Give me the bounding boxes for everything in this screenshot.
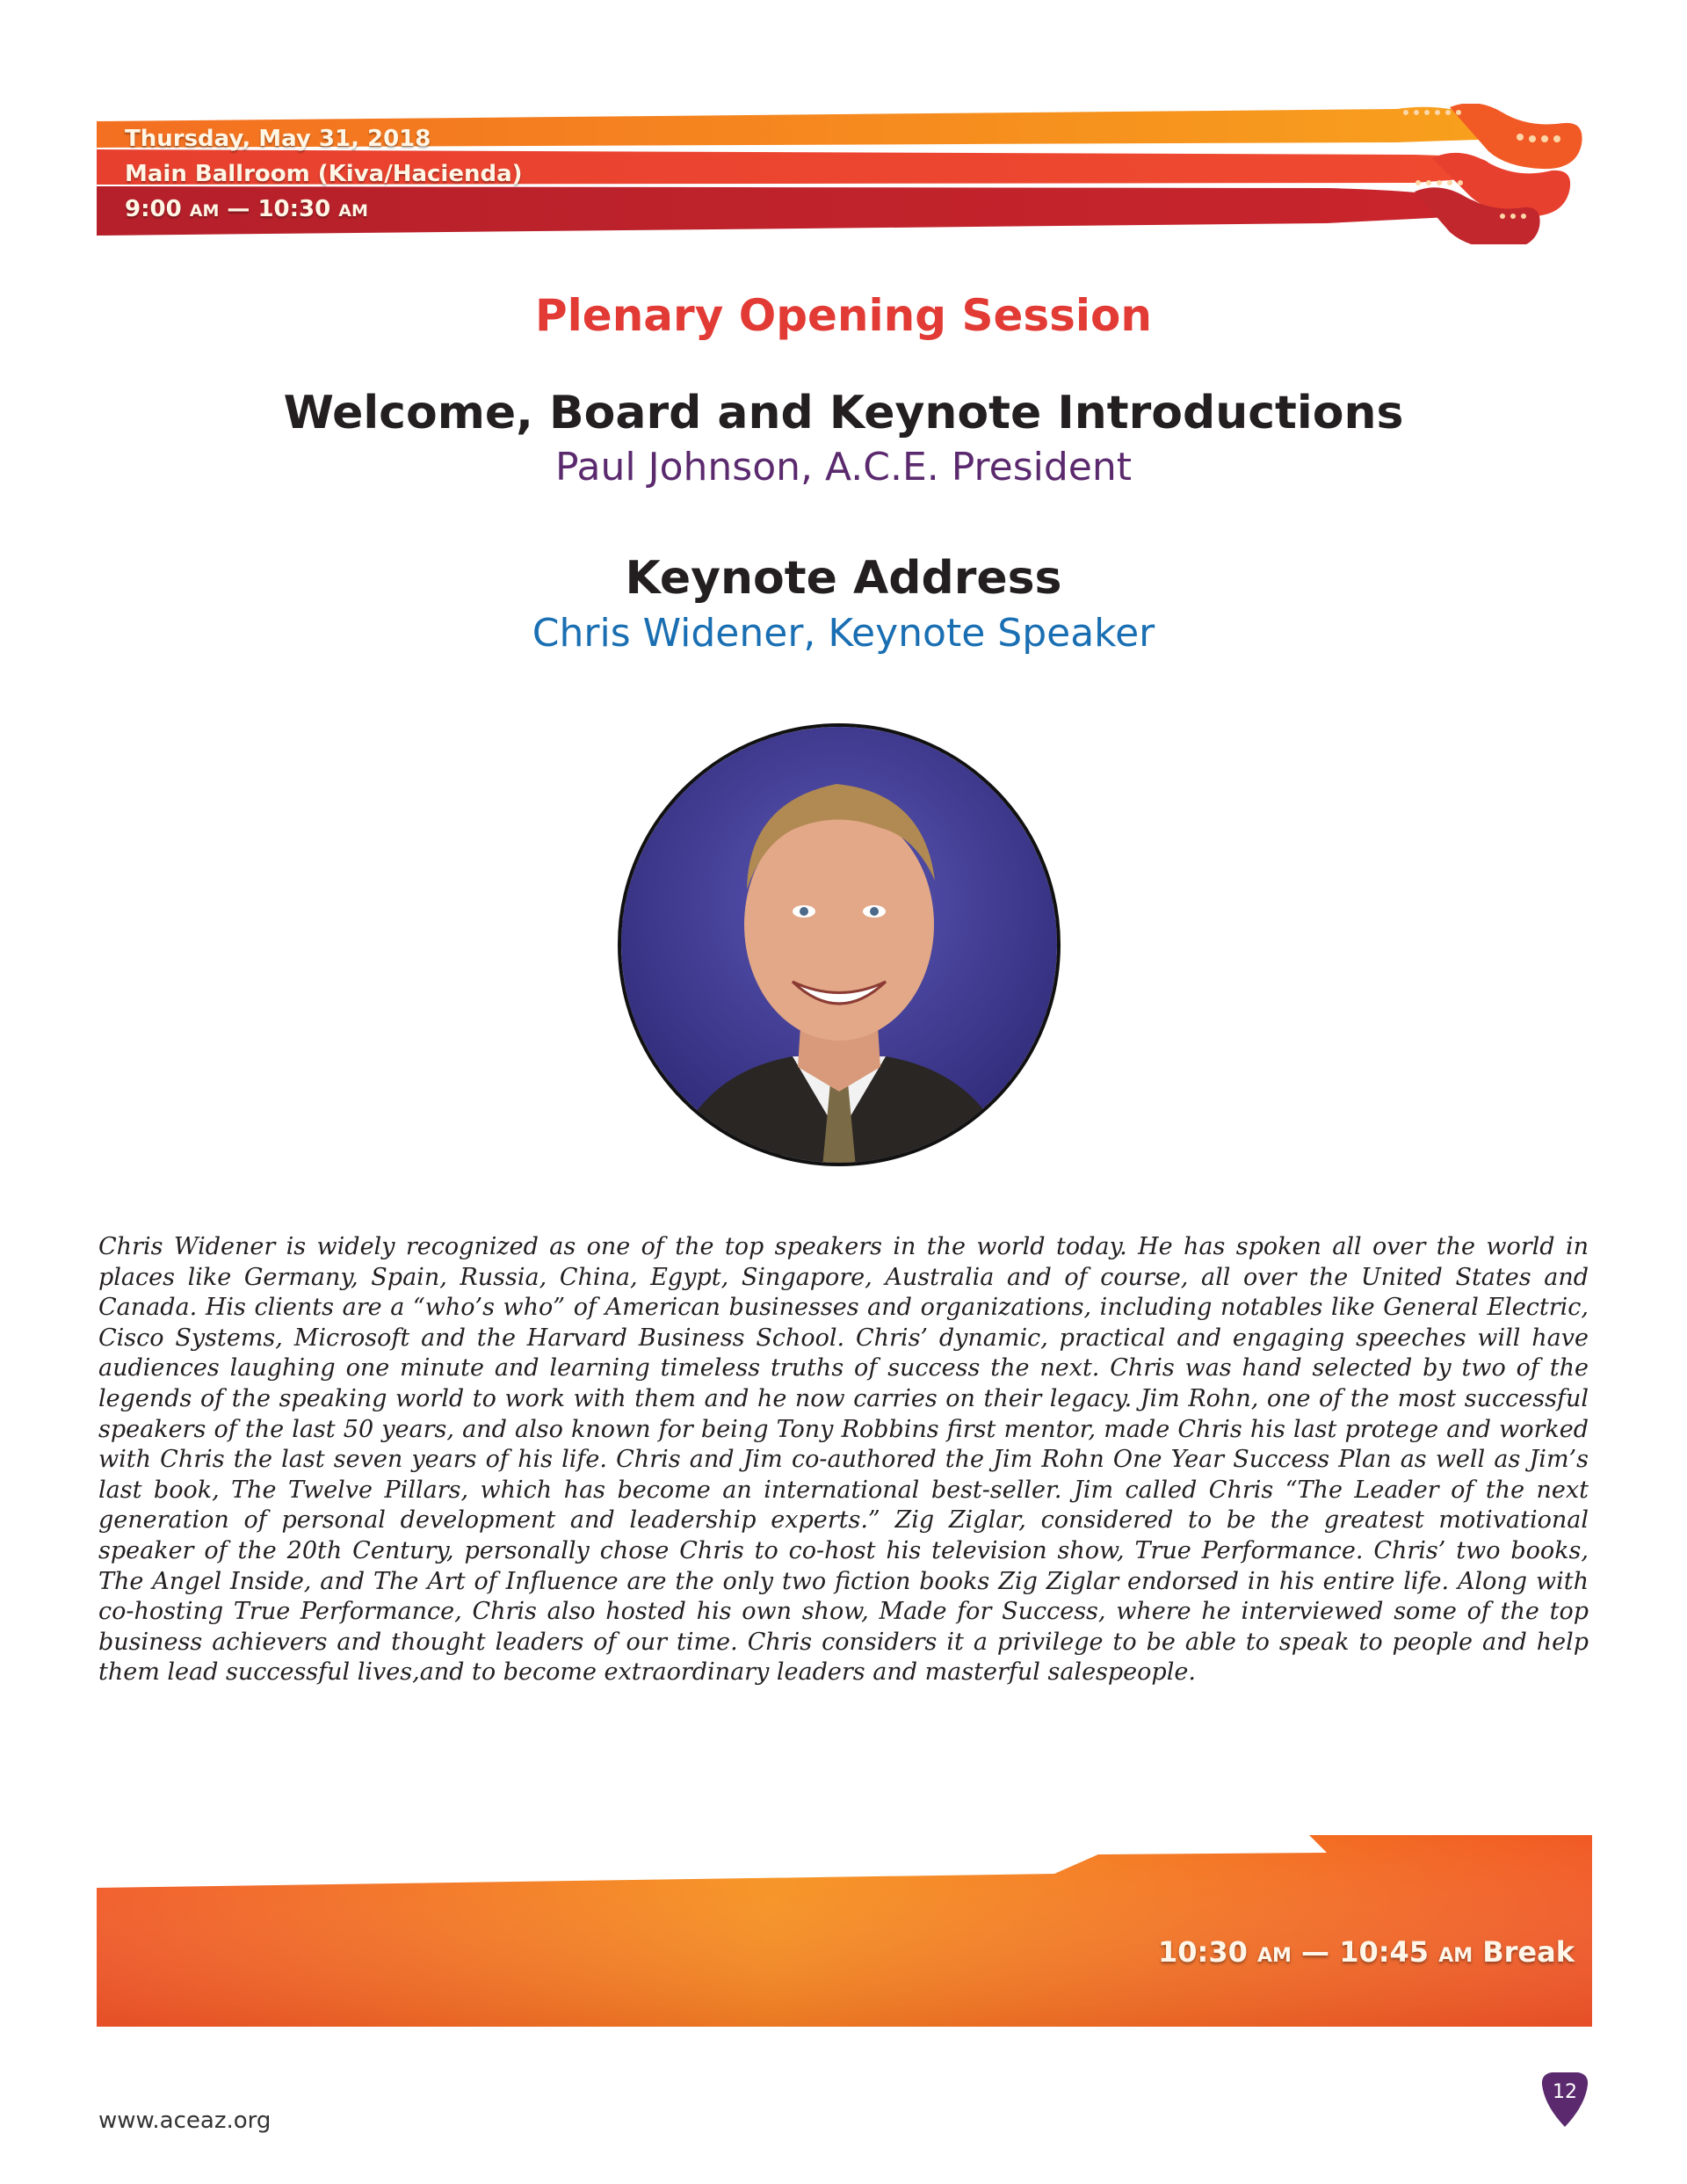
keynote-speaker: Chris Widener, Keynote Speaker (532, 611, 1155, 656)
break-end-suffix: AM (1438, 1945, 1473, 1967)
break-label: Break (1482, 1935, 1575, 1969)
break-banner (97, 1835, 1592, 2027)
break-start-suffix: AM (1256, 1945, 1292, 1967)
break-start: 10:30 (1157, 1935, 1248, 1969)
session-location: Main Ballroom (Kiva/Hacienda) (125, 161, 523, 187)
website-link[interactable]: www.aceaz.org (98, 2108, 272, 2134)
time-separator: — (219, 196, 258, 222)
session-date: Thursday, May 31, 2018 (125, 126, 431, 152)
session-title: Plenary Opening Session (535, 290, 1152, 341)
time-end: 10:30 (257, 196, 331, 222)
session-time (125, 192, 523, 229)
break-separator: — (1291, 1935, 1340, 1969)
page-number: 12 (1553, 2081, 1577, 2103)
session-info (125, 121, 523, 229)
speaker-bio: Chris Widener is widely recognized as one of the top speakers in the world today. He has spoken all over the world in places like Germany, Spain, Russia, China, Egypt, Singapore, Australia and of course, all over the United States and Canada. His clients are a “who’s who” of American businesses and organizations, including notables like General Electric, Cisco Systems, Microsoft and the Harvard Business School. Chris’ dynamic, practical and engaging speeches will have audiences laughing one minute and learning timeless truths of success the next. Chris was hand selected by two of the legends of the speaking world to work with them and he now carries on their legacy. Jim Rohn, one of the most successful speakers of the last 50 years, and also known for being Tony Robbins first mentor, made Chris his last protege and worked with Chris the last seven years of his life. Chris and Jim co-authored the Jim Rohn One Year Success Plan as well as Jim’s last book, The Twelve Pillars, which has become an international best-seller. Jim called Chris “The Leader of the next generation of personal development and leadership experts.” Zig Ziglar, considered to be the greatest motivational speaker of the 20th Century, personally chose Chris to co-host his television show, True Performance. Chris’ two books, The Angel Inside, and The Art of Influence are the only two fiction books Zig Ziglar endorsed in his entire life. Along with co-hosting True Performance, Chris also hosted his own show, Made for Success, where he interviewed some of the top business achievers and thought leaders of our time. Chris considers it a privilege to be able to speak to people and help them lead successful lives,and to become extraordinary leaders and masterful salespeople. (98, 1233, 1589, 1687)
time-end-suffix: AM (338, 201, 368, 221)
time-start: 9:00 (125, 196, 182, 222)
speaker-portrait (617, 722, 1061, 1167)
keynote-heading: Keynote Address (625, 552, 1062, 605)
break-time (1158, 1935, 1575, 1969)
time-start-suffix: AM (189, 201, 220, 221)
welcome-speaker: Paul Johnson, A.C.E. President (554, 445, 1133, 490)
welcome-heading: Welcome, Board and Keynote Introductions (283, 387, 1404, 439)
break-end: 10:45 (1339, 1935, 1430, 1969)
